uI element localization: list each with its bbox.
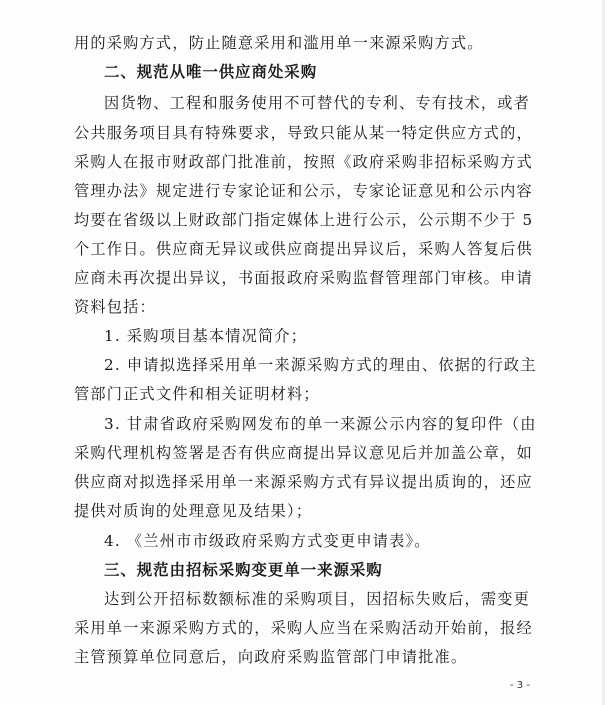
text-line: 达到公开招标数额标准的采购项目，因招标失败后，需变更 [104,590,531,608]
text-line: 采购人在报市财政部门批准前，按照《政府采购非招标采购方式 [74,153,533,171]
text-line: 资料包括： [74,298,156,316]
section-heading-2: 二、规范从唯一供应商处采购 [104,63,318,81]
text-line: 应商未再次提出异议，书面报政府采购监督管理部门审核。申请 [74,269,533,287]
text-line: 用的采购方式，防止随意采用和滥用单一来源采购方式。 [74,34,484,52]
list-item: 4. 《兰州市市级政府采购方式变更申请表》。 [104,532,431,550]
text-line: 管部门正式文件和相关证明材料； [74,385,320,403]
text-line: 供应商对拟选择采用单一来源采购方式有异议提出质询的，还应 [74,473,533,491]
text-line: 采用单一来源采购方式的，采购人应当在采购活动开始前，报经 [74,619,533,637]
list-item: 1. 采购项目基本情况简介； [104,327,308,345]
text-line: 提供对质询的处理意见及结果）； [74,502,313,520]
section-heading-3: 三、规范由招标采购变更单一来源采购 [104,561,383,579]
text-line: 管理办法》规定进行专家论证和公示，专家论证意见和公示内容 [74,182,533,200]
text-line: 公共服务项目具有特殊要求，导致只能从某一特定供应方式的， [74,124,533,142]
text-line: 个工作日。供应商无异议或供应商提出异议后，采购人答复后供 [74,240,533,258]
text-line: 采购代理机构签署是否有供应商提出异议意见后并加盖公章，如 [74,444,533,462]
text-line: 均要在省级以上财政部门指定媒体上进行公示，公示期不少于 5 [74,211,534,229]
text-line: 主管预算单位同意后，向政府采购监管部门申请批准。 [74,648,468,666]
page-number: - 3 - [510,680,530,691]
list-item: 2. 申请拟选择采用单一来源采购方式的理由、依据的行政主 [104,356,537,374]
text-line: 因货物、工程和服务使用不可替代的专利、专有技术，或者 [104,94,531,112]
list-item: 3. 甘肃省政府采购网发布的单一来源公示内容的复印件（由 [104,415,537,433]
